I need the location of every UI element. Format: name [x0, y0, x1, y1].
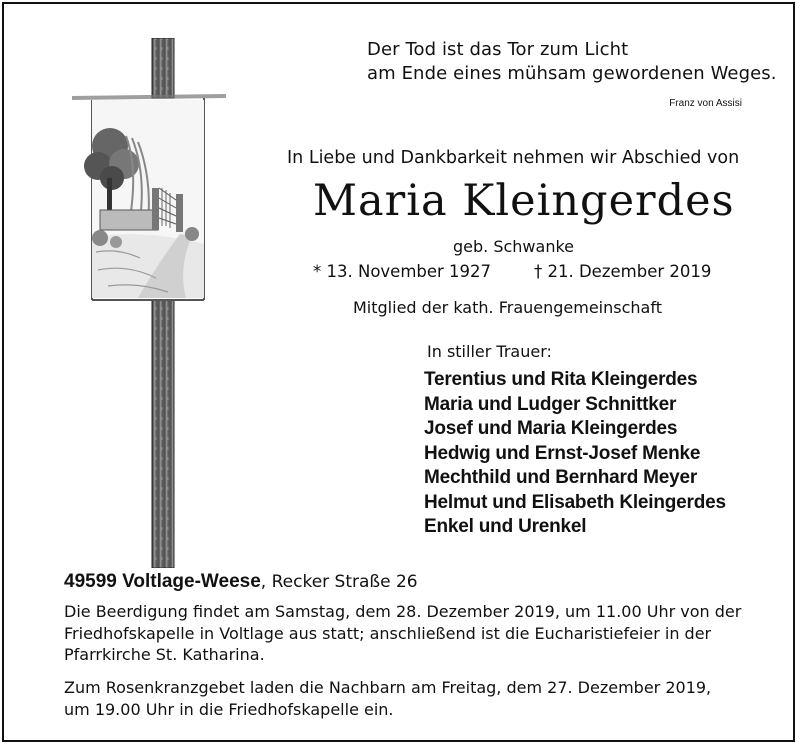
quote-line-1: Der Tod ist das Tor zum Licht — [367, 39, 629, 60]
address-line — [64, 571, 418, 593]
cross-garden-illustration — [68, 38, 228, 568]
mourner-name: Enkel und Urenkel — [424, 516, 587, 537]
mourners-list — [424, 368, 726, 540]
rosary-line: Zum Rosenkranzgebet laden die Nachbarn am Freitag, dem 27. Dezember 2019, — [64, 678, 712, 697]
birth-date: * 13. November 1927 — [313, 262, 492, 281]
mourner-name: Helmut und Elisabeth Kleingerdes — [424, 491, 726, 513]
mourner-name: Mechthild und Bernhard Meyer — [424, 467, 698, 488]
mourners-heading: In stiller Trauer: — [427, 342, 552, 361]
rosary-paragraph — [64, 677, 711, 720]
intro-text: In Liebe und Dankbarkeit nehmen wir Abschied von — [287, 148, 740, 168]
quote-author: Franz von Assisi — [669, 98, 742, 109]
death-date: † 21. Dezember 2019 — [534, 262, 712, 281]
address-place: 49599 Voltlage-Weese — [64, 571, 261, 592]
funeral-line: Friedhofskapelle in Voltlage aus statt; anschließend ist die Eucharistiefeier in der — [64, 623, 712, 643]
membership-text: Mitglied der kath. Frauengemeinschaft — [353, 298, 662, 317]
address-street: , Recker Straße 26 — [260, 572, 418, 592]
mourner-name: Terentius und Rita Kleingerdes — [424, 369, 698, 390]
quote-line-2: am Ende eines mühsam gewordenen Weges. — [367, 63, 777, 84]
mourner-name: Maria und Ludger Schnittker — [424, 393, 677, 415]
funeral-line: Die Beerdigung findet am Samstag, dem 28. Dezember 2019, um 11.00 Uhr von der — [64, 602, 742, 621]
mourner-name: Josef und Maria Kleingerdes — [424, 418, 678, 439]
rosary-line: um 19.00 Uhr in die Friedhofskapelle ein. — [64, 699, 394, 719]
funeral-paragraph — [64, 601, 741, 666]
funeral-line: Pfarrkirche St. Katharina. — [64, 645, 265, 664]
maiden-name: geb. Schwanke — [453, 237, 574, 256]
mourner-name: Hedwig und Ernst-Josef Menke — [424, 442, 701, 464]
deceased-name: Maria Kleingerdes — [313, 176, 735, 226]
